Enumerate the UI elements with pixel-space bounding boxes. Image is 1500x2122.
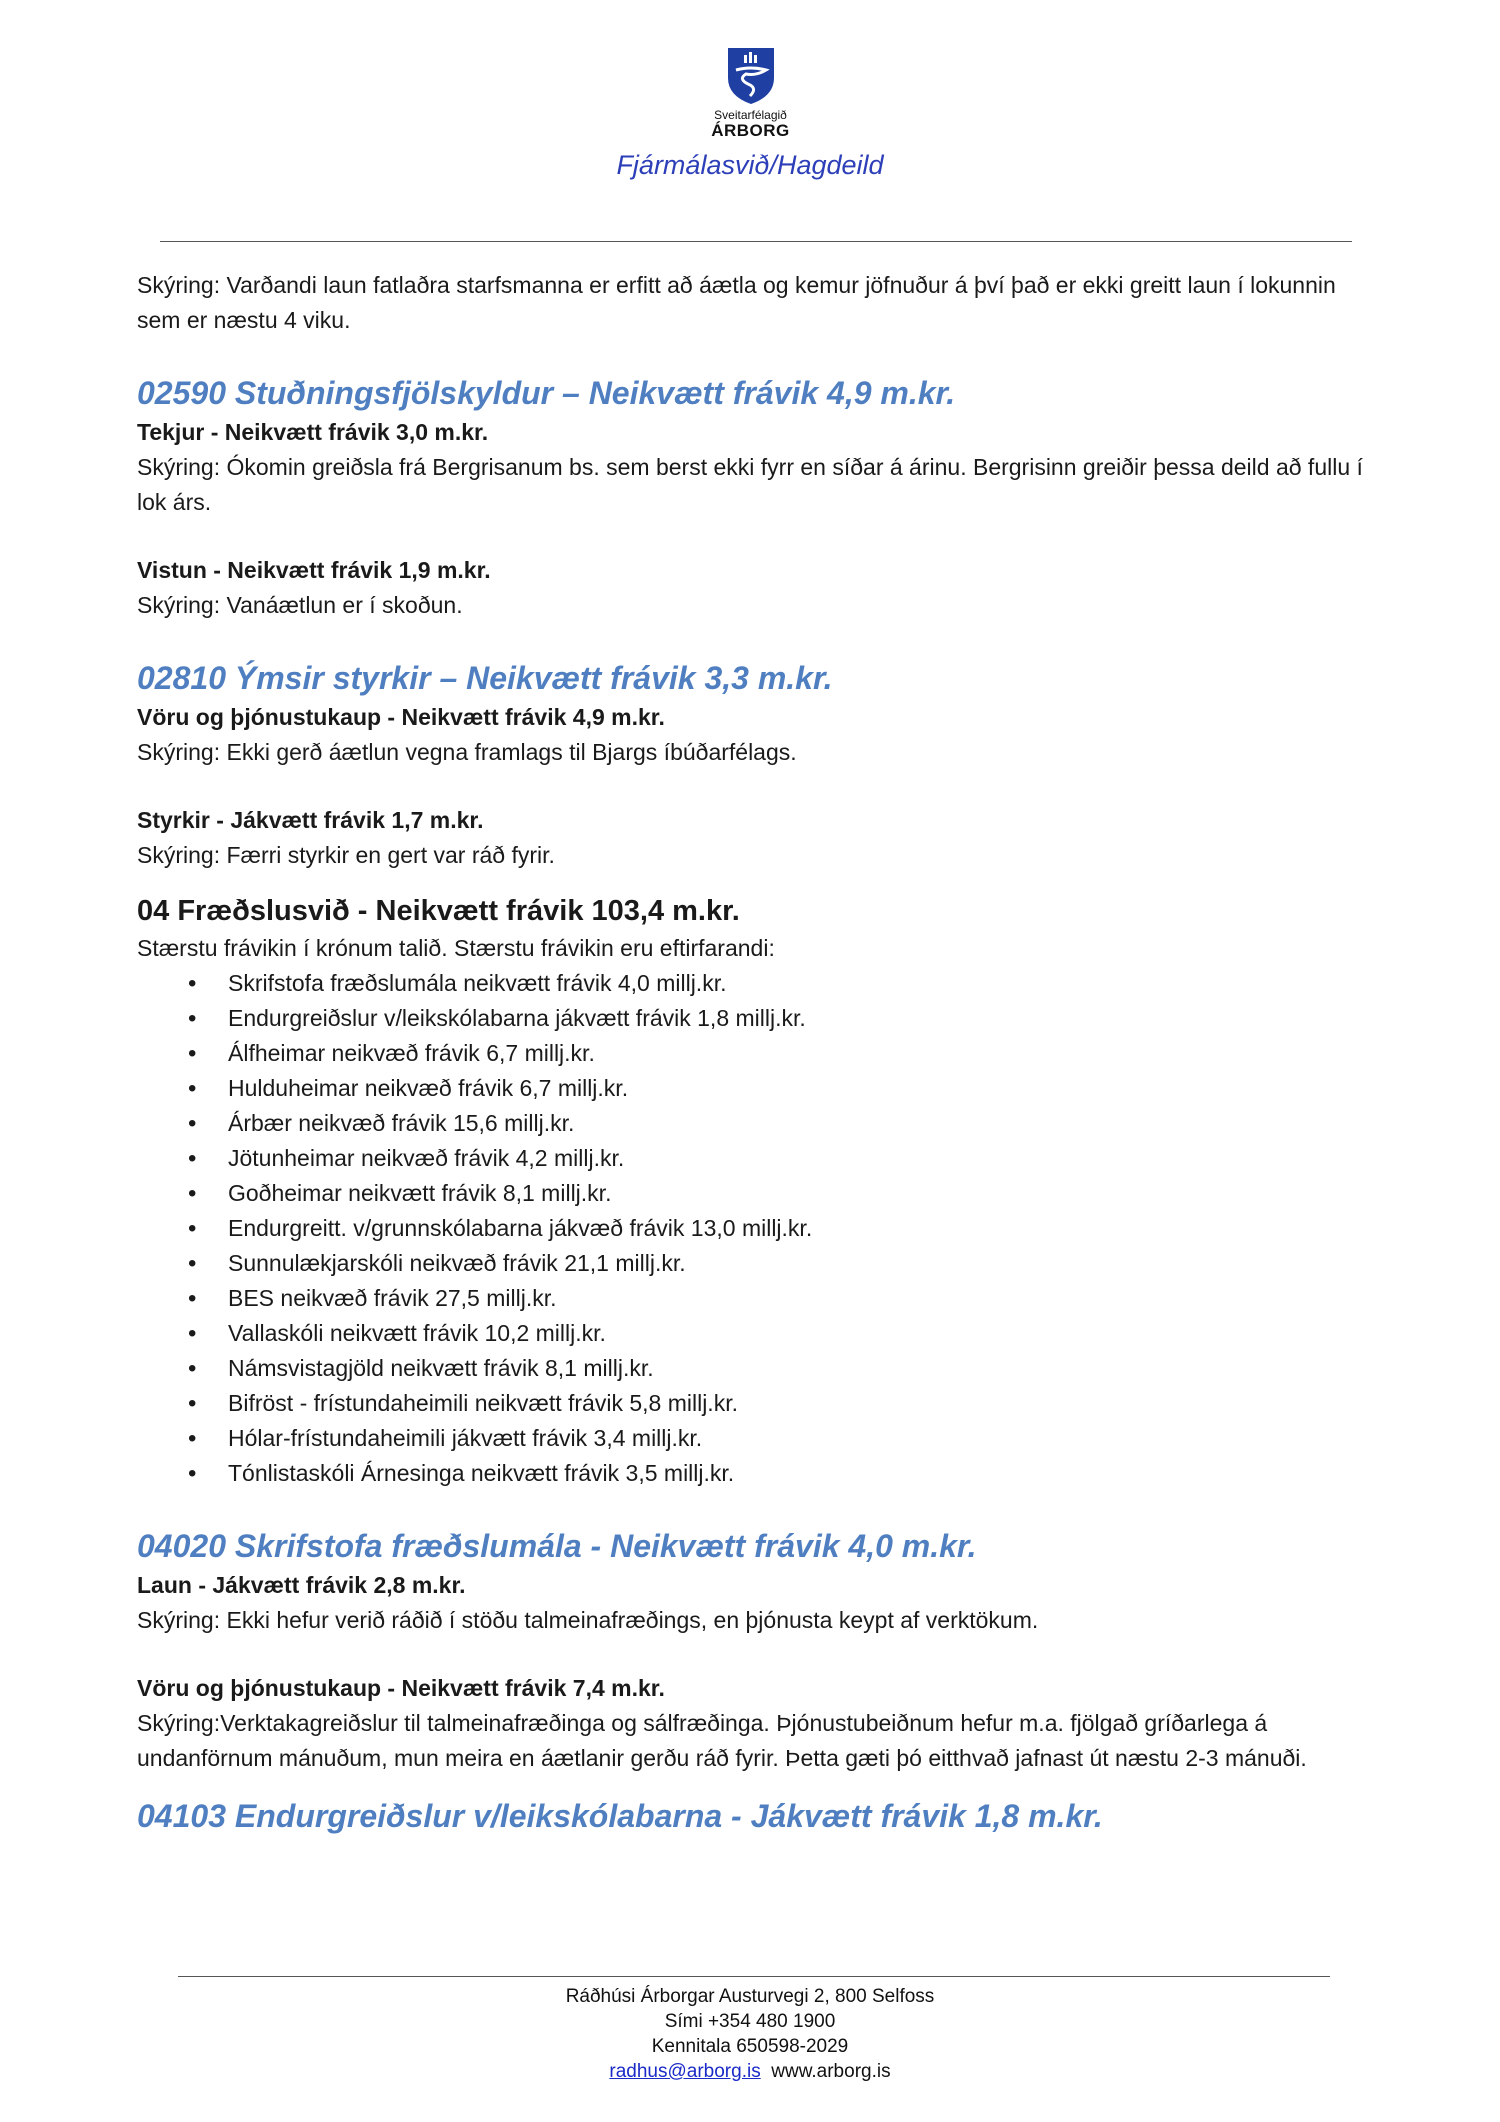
item-title: Vöru og þjónustukaup - Neikvætt frávik 4,9 m.kr. — [137, 704, 665, 730]
list-item: • Tónlistaskóli Árnesinga neikvætt frávik 3,5 millj.kr. — [228, 1456, 1377, 1491]
section-heading-04: 04 Fræðslusvið - Neikvætt frávik 103,4 m.kr. — [137, 895, 740, 927]
arborg-coat-of-arms-icon — [726, 46, 776, 106]
footer-divider — [178, 1976, 1330, 1977]
intro-explanation: Skýring: Varðandi laun fatlaðra starfsmanna er erfitt að áætla og kemur jöfnuður á því það er ekki greitt laun í lokunnin sem er næstu 4 viku. — [137, 272, 1336, 333]
list-item: • BES neikvæð frávik 27,5 millj.kr. — [228, 1281, 1377, 1316]
email-link[interactable]: radhus@arborg.is — [609, 2061, 761, 2082]
footer-phone: Sími +354 480 1900 — [664, 2011, 836, 2032]
list-item: • Árbær neikvæð frávik 15,6 millj.kr. — [228, 1106, 1377, 1141]
footer-address: Ráðhúsi Árborgar Austurvegi 2, 800 Selfoss — [565, 1986, 935, 2007]
org-name-line1: Sveitarfélagið — [714, 108, 787, 122]
item-explanation: Skýring: Vanáætlun er í skoðun. — [137, 592, 463, 618]
org-name-line2: ÁRBORG — [711, 121, 790, 140]
list-item: • Námsvistagjöld neikvætt frávik 8,1 millj.kr. — [228, 1351, 1377, 1386]
list-item: • Sunnulækjarskóli neikvæð frávik 21,1 millj.kr. — [228, 1246, 1377, 1281]
website-text: www.arborg.is — [771, 2061, 891, 2082]
document-body — [137, 268, 1377, 1838]
list-item: • Endurgreitt. v/grunnskólabarna jákvæð frávik 13,0 millj.kr. — [228, 1211, 1377, 1246]
section-heading-04103: 04103 Endurgreiðslur v/leikskólabarna - Jákvætt frávik 1,8 m.kr. — [137, 1798, 1103, 1834]
item-title: Vöru og þjónustukaup - Neikvætt frávik 7,4 m.kr. — [137, 1675, 665, 1701]
item-explanation: Skýring:Verktakagreiðslur til talmeinafræðinga og sálfræðinga. Þjónustubeiðnum hefur m.a. fjölgað gríðarlega á undanförnum mánuðum, mun meira en áætlanir gerðu ráð fyrir. Þetta gæti þó eitthvað jafnast út næstu 2-3 mánuði. — [137, 1710, 1307, 1771]
item-explanation: Skýring: Ókomin greiðsla frá Bergrisanum bs. sem berst ekki fyrr en síðar á árinu. Bergrisinn greiðir þessa deild að fullu í lok árs. — [137, 454, 1363, 515]
item-title: Vistun - Neikvætt frávik 1,9 m.kr. — [137, 557, 491, 583]
list-item: • Vallaskóli neikvætt frávik 10,2 millj.kr. — [228, 1316, 1377, 1351]
list-item: • Álfheimar neikvæð frávik 6,7 millj.kr. — [228, 1036, 1377, 1071]
deviation-list — [137, 966, 1377, 1491]
item-title: Styrkir - Jákvætt frávik 1,7 m.kr. — [137, 807, 484, 833]
item-title: Laun - Jákvætt frávik 2,8 m.kr. — [137, 1572, 466, 1598]
item-explanation: Skýring: Ekki gerð áætlun vegna framlags til Bjargs íbúðarfélags. — [137, 739, 797, 765]
item-title: Tekjur - Neikvætt frávik 3,0 m.kr. — [137, 419, 489, 445]
section-heading-04020: 04020 Skrifstofa fræðslumála - Neikvætt frávik 4,0 m.kr. — [137, 1528, 977, 1564]
list-item: • Goðheimar neikvætt frávik 8,1 millj.kr. — [228, 1176, 1377, 1211]
item-explanation: Skýring: Færri styrkir en gert var ráð fyrir. — [137, 842, 555, 868]
department-title: Fjármálasvið/Hagdeild — [616, 150, 884, 180]
list-item: • Hólar-frístundaheimili jákvætt frávik 3,4 millj.kr. — [228, 1421, 1377, 1456]
section-heading-02810: 02810 Ýmsir styrkir – Neikvætt frávik 3,3 m.kr. — [137, 660, 833, 696]
section-heading-02590: 02590 Stuðningsfjölskyldur – Neikvætt frávik 4,9 m.kr. — [137, 375, 956, 411]
footer-kennitala: Kennitala 650598-2029 — [651, 2036, 849, 2057]
footer — [0, 1984, 1500, 2084]
item-explanation: Skýring: Ekki hefur verið ráðið í stöðu talmeinafræðings, en þjónusta keypt af verktökum. — [137, 1607, 1039, 1633]
list-item: • Endurgreiðslur v/leikskólabarna jákvætt frávik 1,8 millj.kr. — [228, 1001, 1377, 1036]
list-item: • Jötunheimar neikvæð frávik 4,2 millj.kr. — [228, 1141, 1377, 1176]
header-divider — [160, 241, 1352, 242]
list-item: • Bifröst - frístundaheimili neikvætt frávik 5,8 millj.kr. — [228, 1386, 1377, 1421]
section-intro: Stærstu frávikin í krónum talið. Stærstu frávikin eru eftirfarandi: — [137, 935, 775, 961]
logo — [703, 46, 798, 140]
footer-contact — [0, 2059, 1500, 2084]
list-item: • Skrifstofa fræðslumála neikvætt frávik 4,0 millj.kr. — [228, 966, 1377, 1001]
list-item: • Hulduheimar neikvæð frávik 6,7 millj.kr. — [228, 1071, 1377, 1106]
